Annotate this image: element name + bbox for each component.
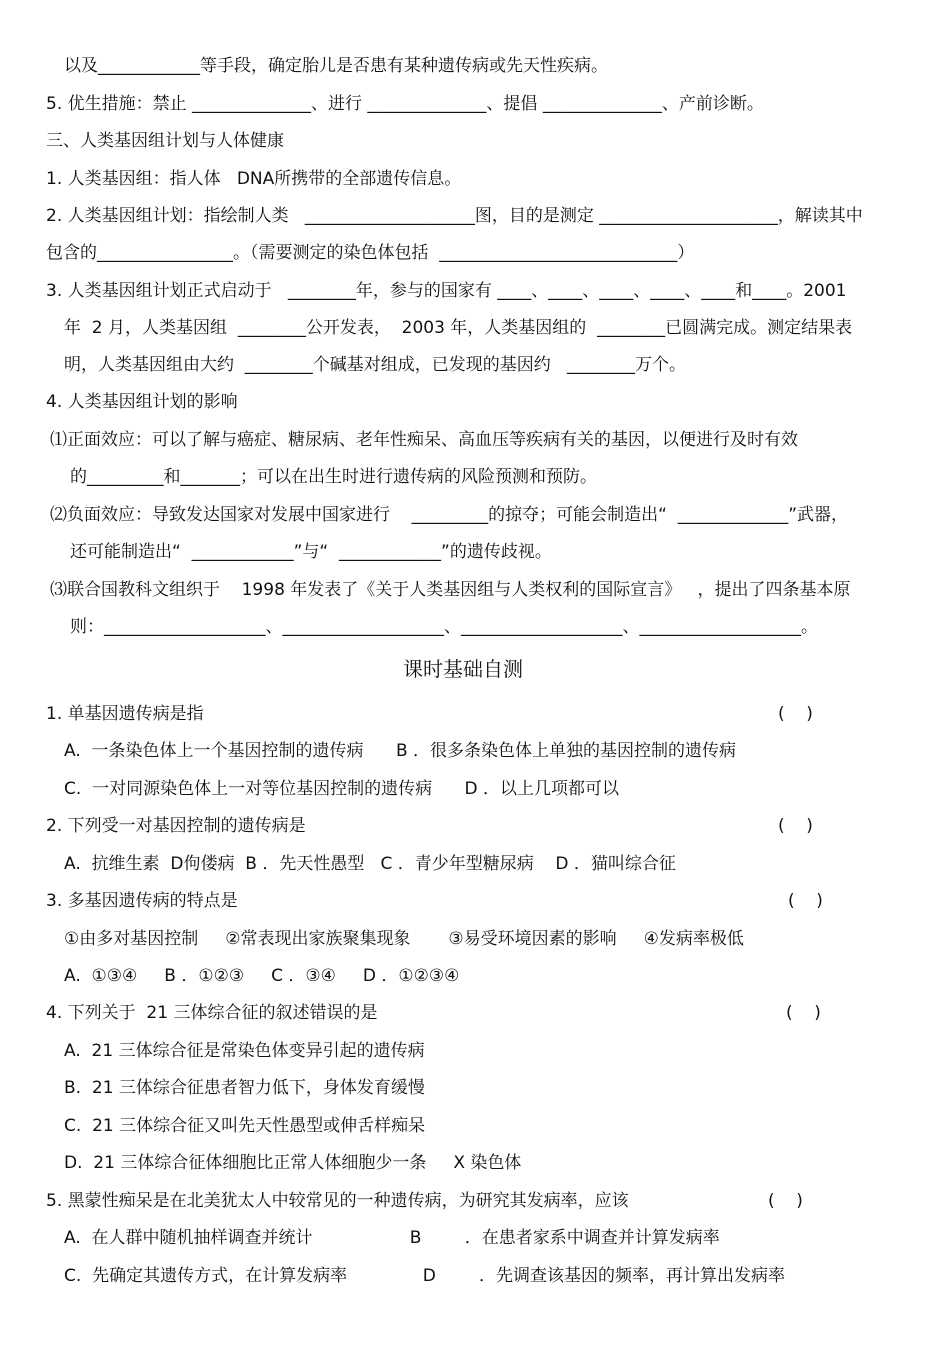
text-line: ⑵负面效应：导致发达国家对发展中国家进行 _________的掠夺；可能会制造出“ _____________”武器，: [50, 505, 849, 525]
answer-paren: ( ): [788, 891, 823, 911]
text-line: 1. 人类基因组：指人体 DNA所携带的全部遗传信息。: [46, 169, 462, 189]
question-option: A. ①③④ B ．①②③ C ．③④ D ．①②③④: [64, 966, 460, 986]
answer-paren: ( ): [778, 816, 813, 836]
text-line: 4. 人类基因组计划的影响: [46, 392, 238, 412]
question-option: A. 一条染色体上一个基因控制的遗传病 B ．很多条染色体上单独的基因控制的遗传病: [64, 741, 737, 761]
answer-paren: ( ): [778, 704, 813, 724]
question-option: A. 抗维生素 D佝偻病 B ．先天性愚型 C ．青少年型糖尿病 D ．猫叫综合征: [64, 854, 676, 874]
question-option: B. 21 三体综合征患者智力低下，身体发育缓慢: [64, 1078, 425, 1098]
text-line: 3. 人类基因组计划正式启动于 ________年，参与的国家有 ____、____、____、____、____和____。2001: [46, 281, 847, 301]
question-stem: 1. 单基因遗传病是指: [46, 704, 204, 724]
text-line: 还可能制造出“ ____________”与“ ____________”的遗传歧视。: [70, 542, 552, 562]
question-option: A. 在人群中随机抽样调查并统计 B ．在患者家系中调查并计算发病率: [64, 1228, 720, 1248]
question-option: D. 21 三体综合征体细胞比正常人体细胞少一条 X 染色体: [64, 1153, 522, 1173]
text-line: 明，人类基因组由大约 ________个碱基对组成，已发现的基因约 ________万个。: [64, 355, 687, 375]
text-line: 包含的________________。（需要测定的染色体包括 ____________________________）: [46, 243, 695, 263]
text-line: 2. 人类基因组计划：指绘制人类 ____________________图，目的是测定 _____________________，解读其中: [46, 206, 863, 226]
text-line: 则：___________________、___________________、___________________、___________________。: [70, 617, 818, 637]
text-line: 5. 优生措施：禁止 ______________、进行 ______________、提倡 ______________、产前诊断。: [46, 94, 764, 114]
text-line: ⑶联合国教科文组织于 1998 年发表了《关于人类基因组与人类权利的国际宣言》 ，提出了四条基本原: [50, 580, 851, 600]
question-stem: 3. 多基因遗传病的特点是: [46, 891, 238, 911]
question-option: A. 21 三体综合征是常染色体变异引起的遗传病: [64, 1041, 425, 1061]
text-line: 的_________和_______；可以在出生时进行遗传病的风险预测和预防。: [70, 467, 597, 487]
question-stem: 5. 黑蒙性痴呆是在北美犹太人中较常见的一种遗传病，为研究其发病率，应该: [46, 1191, 629, 1211]
question-option: C. 先确定其遗传方式，在计算发病率 D ．先调查该基因的频率，再计算出发病率: [64, 1266, 786, 1286]
answer-paren: ( ): [786, 1003, 821, 1023]
question-stem: 4. 下列关于 21 三体综合征的叙述错误的是: [46, 1003, 378, 1023]
answer-paren: ( ): [768, 1191, 803, 1211]
section-heading: 三、人类基因组计划与人体健康: [46, 131, 284, 151]
question-option: C. 一对同源染色体上一对等位基因控制的遗传病 D ．以上几项都可以: [64, 779, 619, 799]
text-line: 年 2 月，人类基因组 ________公开发表， 2003 年，人类基因组的 ________已圆满完成。测定结果表: [64, 318, 853, 338]
text-line: ⑴正面效应：可以了解与癌症、糖尿病、老年性痴呆、高血压等疾病有关的基因，以便进行及时有效: [50, 430, 798, 450]
question-option: ①由多对基因控制 ②常表现出家族聚集现象 ③易受环境因素的影响 ④发病率极低: [64, 929, 744, 949]
section-title: 课时基础自测: [403, 657, 523, 681]
text-line: 以及____________等手段，确定胎儿是否患有某种遗传病或先天性疾病。: [64, 56, 608, 76]
question-stem: 2. 下列受一对基因控制的遗传病是: [46, 816, 306, 836]
question-option: C. 21 三体综合征又叫先天性愚型或伸舌样痴呆: [64, 1116, 426, 1136]
